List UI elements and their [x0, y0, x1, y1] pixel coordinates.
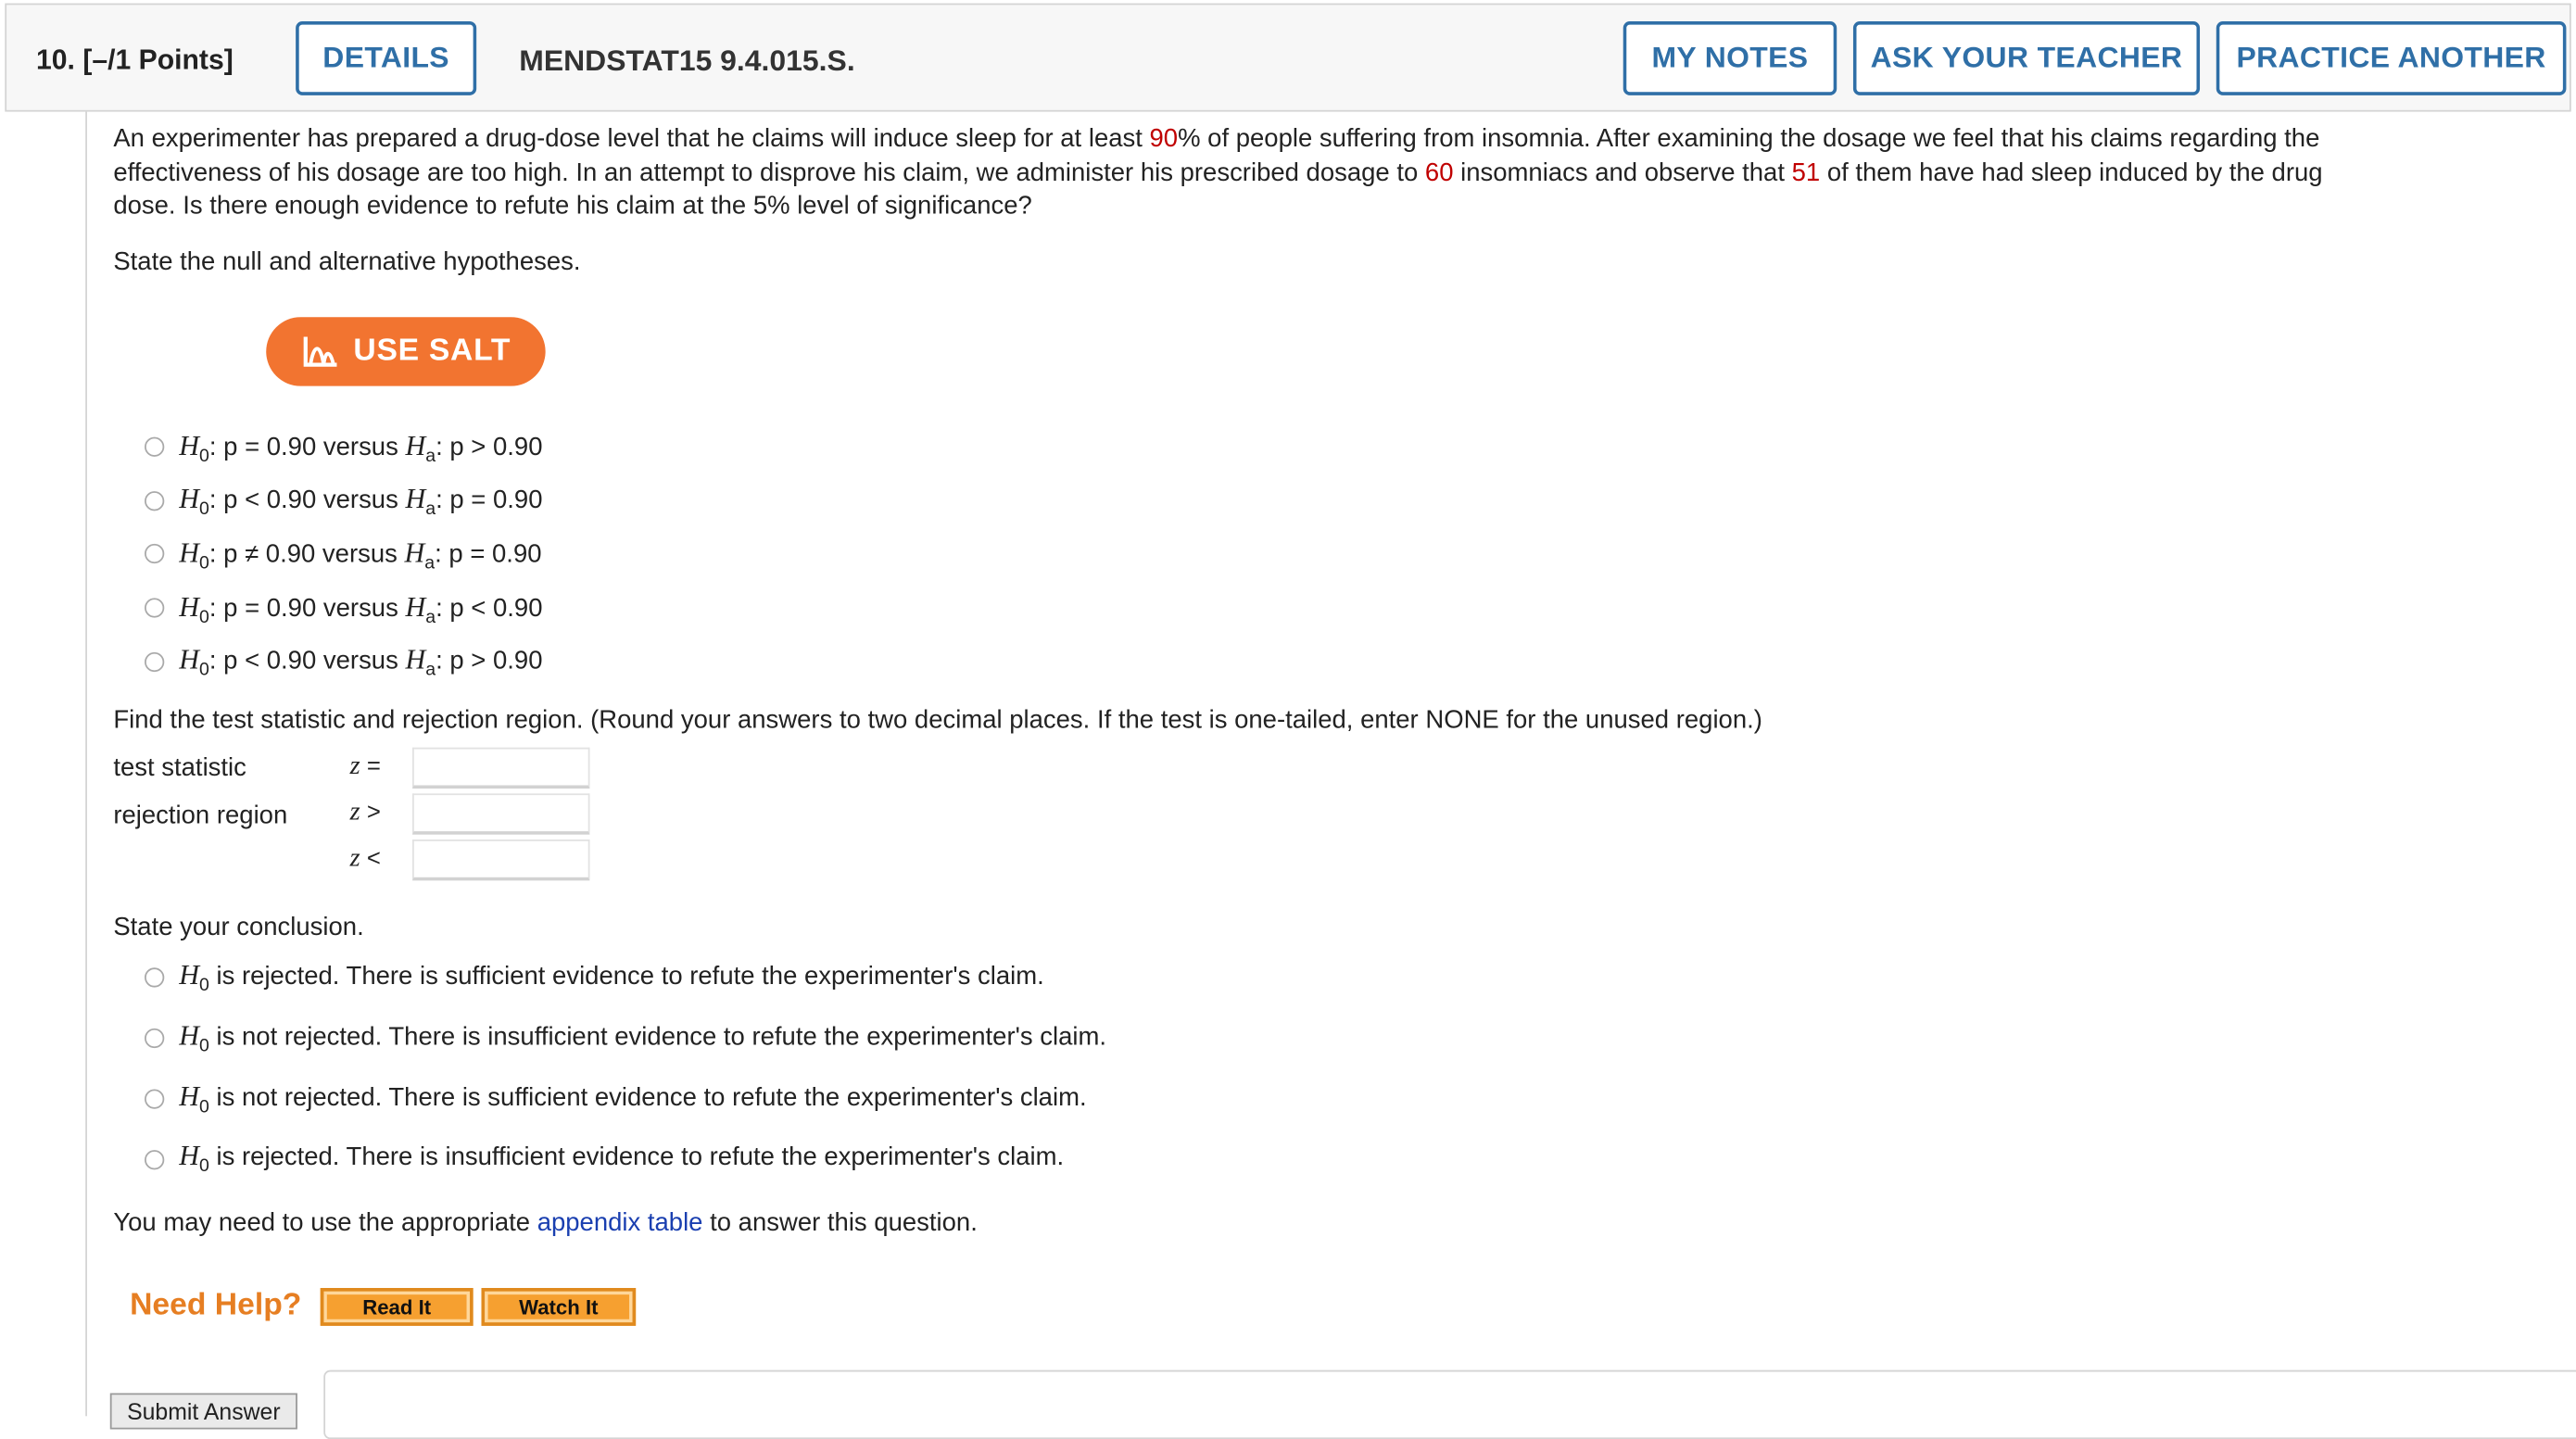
practice-another-button[interactable]: PRACTICE ANOTHER	[2216, 21, 2567, 95]
conclusion-prompt: State your conclusion.	[113, 913, 364, 941]
conclusion-radio-4[interactable]	[145, 1150, 164, 1169]
hypothesis-option-5: $H_0$: p < 0.90 versus $H_a$: p > 0.90	[179, 644, 543, 681]
hypothesis-option-3: $H_0$: p ≠ 0.90 versus $H_a$: p = 0.90	[179, 536, 542, 574]
submit-answer-button[interactable]: Submit Answer	[110, 1394, 297, 1430]
need-help-label: Need Help?	[130, 1288, 302, 1323]
question-number: 10. [–/1 Points]	[36, 44, 234, 76]
problem-text: An experimenter has prepared a drug-dose level that he claims will induce sleep for at least 90% of people suffering from insomnia. After examining the dosage we feel that his claims regarding the effectiveness of his dosage are too high. In an attempt to disprove his claim, we administer his prescribed dosage to 60 insomniacs and observe that 51 of them have had sleep induced by the drug dose. Is there enough evidence to refute his claim at the 5% level of significance?	[113, 124, 2323, 221]
appendix-table-link[interactable]: appendix table	[537, 1208, 703, 1238]
sample-size-value: 60	[1424, 158, 1454, 187]
ask-your-teacher-button[interactable]: ASK YOUR TEACHER	[1853, 21, 2200, 95]
rejection-lower-input[interactable]	[412, 839, 589, 880]
question-header	[5, 4, 2570, 112]
details-button[interactable]: DETAILS	[296, 21, 476, 95]
conclusion-radio-3[interactable]	[145, 1089, 164, 1108]
left-border	[85, 112, 87, 1417]
test-statistic-input[interactable]	[412, 748, 589, 789]
conclusion-radio-2[interactable]	[145, 1029, 164, 1048]
hypothesis-radio-1[interactable]	[145, 437, 164, 457]
hypothesis-radio-5[interactable]	[145, 652, 164, 672]
rejection-upper-input[interactable]	[412, 793, 589, 834]
test-prompt: Find the test statistic and rejection region. (Round your answers to two decimal places. If the test is one-tailed, enter NONE for the unused region.)	[113, 706, 1762, 735]
hypothesis-radio-4[interactable]	[145, 598, 164, 617]
hypothesis-option-1: $H_0$: p = 0.90 versus $H_a$: p > 0.90	[179, 430, 543, 467]
rejection-region-label: rejection region	[113, 802, 288, 830]
z-equals-label: z =	[349, 752, 381, 781]
hypothesis-radio-2[interactable]	[145, 491, 164, 511]
hypothesis-option-4: $H_0$: p = 0.90 versus $H_a$: p < 0.90	[179, 591, 543, 628]
use-salt-button[interactable]: USE SALT	[266, 317, 545, 385]
test-statistic-label: test statistic	[113, 753, 246, 782]
conclusion-option-4: $H_0$ is rejected. There is insufficient evidence to refute the experimenter's claim.	[179, 1140, 1065, 1177]
conclusion-option-2: $H_0$ is not rejected. There is insufficient evidence to refute the experimenter's claim.	[179, 1020, 1107, 1057]
my-notes-button[interactable]: MY NOTES	[1623, 21, 1837, 95]
notes-box[interactable]	[323, 1370, 2576, 1439]
appendix-note: You may need to use the appropriate appendix table to answer this question.	[113, 1208, 978, 1238]
success-count-value: 51	[1791, 158, 1821, 187]
hypotheses-prompt: State the null and alternative hypotheses.	[113, 247, 581, 276]
percent-value: 90	[1149, 124, 1179, 153]
points-label: [–/1 Points]	[82, 44, 234, 76]
problem-id: MENDSTAT15 9.4.015.S.	[519, 44, 855, 78]
hypothesis-radio-3[interactable]	[145, 544, 164, 563]
z-greater-label: z >	[349, 798, 381, 827]
conclusion-option-3: $H_0$ is not rejected. There is sufficient evidence to refute the experimenter's claim.	[179, 1080, 1087, 1117]
watch-it-button[interactable]: Watch It	[481, 1288, 636, 1326]
hypothesis-option-2: $H_0$: p < 0.90 versus $H_a$: p = 0.90	[179, 483, 543, 520]
salt-chart-icon	[301, 334, 341, 370]
read-it-button[interactable]: Read It	[321, 1288, 474, 1326]
conclusion-option-1: $H_0$ is rejected. There is sufficient evidence to refute the experimenter's claim.	[179, 959, 1044, 996]
z-less-label: z <	[349, 844, 381, 873]
conclusion-radio-1[interactable]	[145, 967, 164, 987]
